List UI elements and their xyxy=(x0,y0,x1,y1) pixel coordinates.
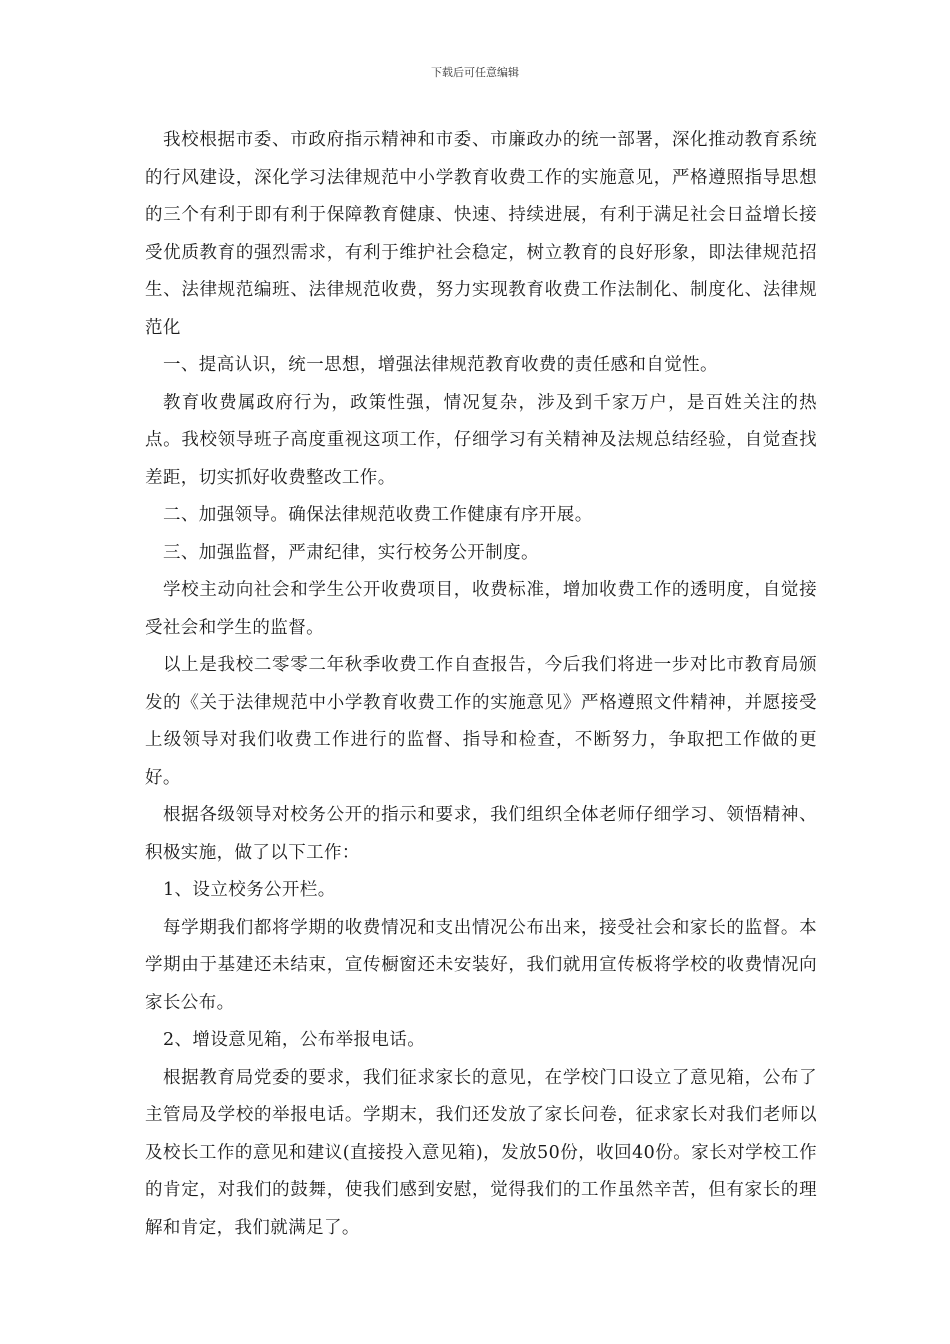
paragraph: 学校主动向社会和学生公开收费项目，收费标准，增加收费工作的透明度，自觉接受社会和学生的监督。 xyxy=(145,580,817,638)
paragraph: 每学期我们都将学期的收费情况和支出情况公布出来，接受社会和家长的监督。本学期由于基建还未结束，宣传橱窗还未安装好，我们就用宣传板将学校的收费情况向家长公布。 xyxy=(145,917,817,1013)
list-heading: 2、增设意见箱，公布举报电话。 xyxy=(163,1030,426,1050)
section-heading: 一、提高认识，统一思想，增强法律规范教育收费的责任感和自觉性。 xyxy=(163,355,718,375)
paragraph: 以上是我校二零零二年秋季收费工作自查报告，今后我们将进一步对比市教育局颁发的《关于法律规范中小学教育收费工作的实施意见》严格遵照文件精神，并愿接受上级领导对我们收费工作进行的监督、指导和检查，不断努力，争取把工作做的更好。 xyxy=(145,655,817,788)
section-heading: 二、加强领导。确保法律规范收费工作健康有序开展。 xyxy=(163,505,593,525)
paragraph: 根据教育局党委的要求，我们征求家长的意见，在学校门口设立了意见箱，公布了主管局及学校的举报电话。学期末，我们还发放了家长问卷，征求家长对我们老师以及校长工作的意见和建议(直接投入意见箱)，发放50份，收回40份。家长对学校工作的肯定，对我们的鼓舞，使我们感到安慰，觉得我们的工作虽然辛苦，但有家长的理解和肯定，我们就满足了。 xyxy=(145,1067,817,1238)
paragraph: 我校根据市委、市政府指示精神和市委、市廉政办的统一部署，深化推动教育系统的行风建设，深化学习法律规范中小学教育收费工作的实施意见，严格遵照指导思想的三个有利于即有利于保障教育健康、快速、持续进展，有利于满足社会日益增长接受优质教育的强烈需求，有利于维护社会稳定，树立教育的良好形象，即法律规范招生、法律规范编班、法律规范收费，努力实现教育收费工作法制化、制度化、法律规范化 xyxy=(145,130,817,338)
paragraph: 教育收费属政府行为，政策性强，情况复杂，涉及到千家万户，是百姓关注的热点。我校领导班子高度重视这项工作，仔细学习有关精神及法规总结经验，自觉查找差距，切实抓好收费整改工作。 xyxy=(145,392,817,488)
section-heading: 三、加强监督，严肃纪律，实行校务公开制度。 xyxy=(163,542,539,563)
page-header: 下载后可任意编辑 xyxy=(431,66,519,79)
document-body xyxy=(145,122,817,1247)
list-heading: 1、设立校务公开栏。 xyxy=(163,880,336,900)
paragraph: 根据各级领导对校务公开的指示和要求，我们组织全体老师仔细学习、领悟精神、积极实施，做了以下工作： xyxy=(145,805,817,863)
